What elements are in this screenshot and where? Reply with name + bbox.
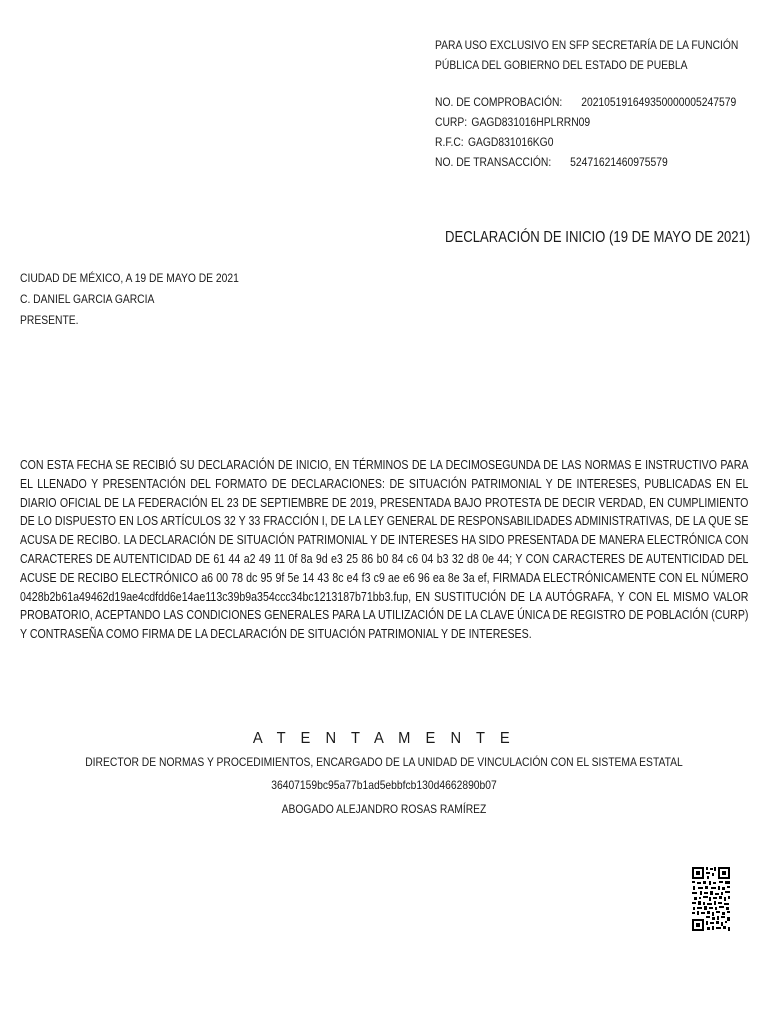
transaccion-value: 52471621460975579	[570, 155, 668, 169]
transaccion-label: NO. DE TRANSACCIÓN:	[435, 155, 552, 169]
transaccion-row	[435, 152, 736, 172]
qr-code-icon	[691, 866, 731, 932]
header-line-1: PARA USO EXCLUSIVO EN SFP SECRETARÍA DE LA FUNCIÓN	[435, 38, 739, 52]
atentamente-heading: A T E N T A M E N T E	[252, 730, 516, 747]
exclusive-use-header	[435, 35, 738, 75]
rfc-row	[435, 132, 736, 152]
presente-line: PRESENTE.	[20, 313, 79, 327]
comprobacion-value: 202105191649350000005247579	[581, 95, 737, 109]
place-date: CIUDAD DE MÉXICO, A 19 DE MAYO DE 2021	[20, 271, 239, 285]
curp-value: GAGD831016HPLRRN09	[471, 115, 591, 129]
signature-hash: 36407159bc95a77b1ad5ebbfcb130d4662890b07	[271, 778, 497, 792]
header-line-2: PÚBLICA DEL GOBIERNO DEL ESTADO DE PUEBLA	[435, 58, 688, 72]
body-paragraph: CON ESTA FECHA SE RECIBIÓ SU DECLARACIÓN DE INICIO, EN TÉRMINOS DE LA DECIMOSEGUNDA DE LAS NORMAS E INSTRUCTIVO PARA EL LLENADO Y PRESENTACIÓN DEL FORMATO DE DECLARACIONES: DE SITUACIÓN PATRIMONIAL Y DE INTERESES, PUBLICADAS EN EL DIARIO OFICIAL DE LA FEDERACIÓN EL 23 DE SEPTIEMBRE DE 2019, PRESENTADA BAJO PROTESTA DE DECIR VERDAD, EN CUMPLIMIENTO DE LO DISPUESTO EN LOS ARTÍCULOS 32 Y 33 FRACCIÓN I, DE LA LEY GENERAL DE RESPONSABILIDADES ADMINISTRATIVAS, DE LA QUE SE ACUSA DE RECIBO. LA DECLARACIÓN DE SITUACIÓN PATRIMONIAL Y DE INTERESES HA SIDO PRESENTADA DE MANERA ELECTRÓNICA CON CARACTERES DE AUTENTICIDAD DE 61 44 a2 49 11 0f 8a 9d e3 25 86 b0 84 c6 04 b3 32 d8 0e 44; Y CON CARACTERES DE AUTENTICIDAD DEL ACUSE DE RECIBO ELECTRÓNICO a6 00 78 dc 95 9f 5e 14 43 8c e4 f3 c9 ae e6 96 ea 8e 3a ef, FIRMADA ELECTRÓNICAMENTE CON EL NÚMERO 0428b2b61a49462d19ae4cdfdd6e14ae113c39b9a354ccc34bc1213187b71bb3.fup, EN SUSTITUCIÓN DE LA AUTÓGRAFA, Y CON EL MISMO VALOR PROBATORIO, ACEPTANDO LAS CONDICIONES GENERALES PARA LA UTILIZACIÓN DE LA CLAVE ÚNICA DE REGISTRO DE POBLACIÓN (CURP) Y CONTRASEÑA COMO FIRMA DE LA DECLARACIÓN DE SITUACIÓN PATRIMONIAL Y DE INTERESES.	[20, 458, 749, 642]
recipient-name: C. DANIEL GARCIA GARCIA	[20, 292, 155, 306]
rfc-value: GAGD831016KG0	[467, 135, 554, 149]
document-title: DECLARACIÓN DE INICIO (19 DE MAYO DE 2021)	[444, 229, 750, 246]
addressee-block	[20, 268, 239, 331]
comprobacion-row	[435, 92, 736, 112]
comprobacion-label: NO. DE COMPROBACIÓN:	[435, 95, 563, 109]
rfc-label: R.F.C:	[435, 135, 464, 149]
receipt-metadata	[435, 92, 736, 172]
qr-code-graphic	[691, 866, 731, 932]
signer-position: DIRECTOR DE NORMAS Y PROCEDIMIENTOS, ENCARGADO DE LA UNIDAD DE VINCULACIÓN CON EL SISTEMA ESTATAL	[85, 755, 683, 769]
signer-name: ABOGADO ALEJANDRO ROSAS RAMÍREZ	[281, 802, 487, 816]
curp-label: CURP:	[435, 115, 468, 129]
curp-row	[435, 112, 736, 132]
